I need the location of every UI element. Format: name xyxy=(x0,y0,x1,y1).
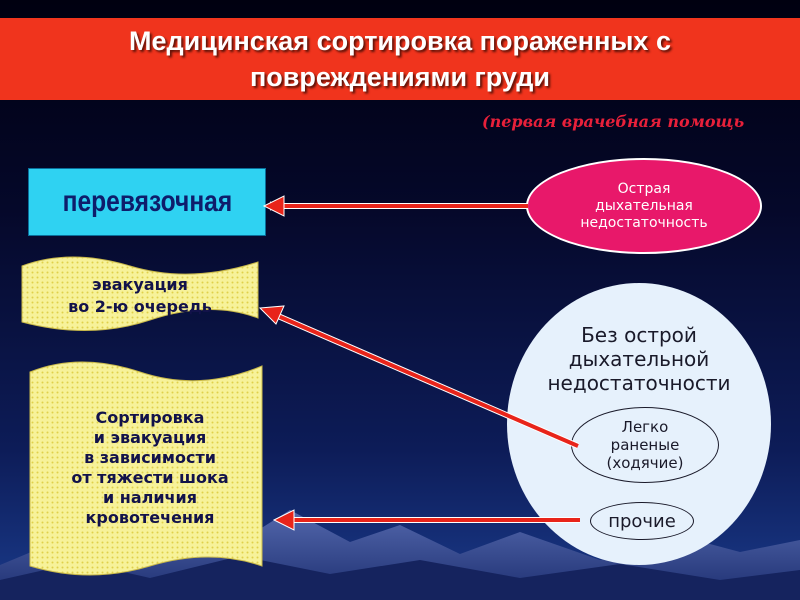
acute-line: недостаточность xyxy=(580,214,708,231)
light-line: раненые xyxy=(610,436,680,454)
sorting-line: и наличия xyxy=(102,488,198,507)
no-acute-line: недостаточности xyxy=(547,371,731,395)
title-line-1: Медицинская сортировка пораженных с xyxy=(129,26,671,56)
acute-line: Острая xyxy=(617,180,671,197)
title-line-2: повреждениями груди xyxy=(249,62,551,92)
subtitle: (первая врачебная помощь xyxy=(482,112,745,131)
sorting-line: кровотечения xyxy=(85,508,215,527)
arrow-to-evac-second xyxy=(278,316,578,446)
arrowhead-evac-second xyxy=(260,306,284,324)
sorting-line: и эвакуация xyxy=(93,428,207,447)
evacuation-line: эвакуация xyxy=(92,275,188,294)
no-acute-line: Без острой xyxy=(581,323,697,347)
evacuation-line: во 2-ю очередь xyxy=(68,297,212,316)
others-label: прочие xyxy=(608,510,676,532)
dressing-room-label: перевязочная xyxy=(62,185,232,218)
acute-line: дыхательная xyxy=(595,197,693,214)
no-acute-line: дыхательной xyxy=(568,347,710,371)
arrowhead-sorting xyxy=(274,510,294,530)
light-line: Легко xyxy=(621,418,669,436)
arrowhead-dressing xyxy=(264,196,284,216)
sorting-line: в зависимости xyxy=(84,448,216,467)
sorting-line: от тяжести шока xyxy=(71,468,229,487)
light-line: (ходячие) xyxy=(606,454,684,472)
sorting-line: Сортировка xyxy=(95,408,205,427)
